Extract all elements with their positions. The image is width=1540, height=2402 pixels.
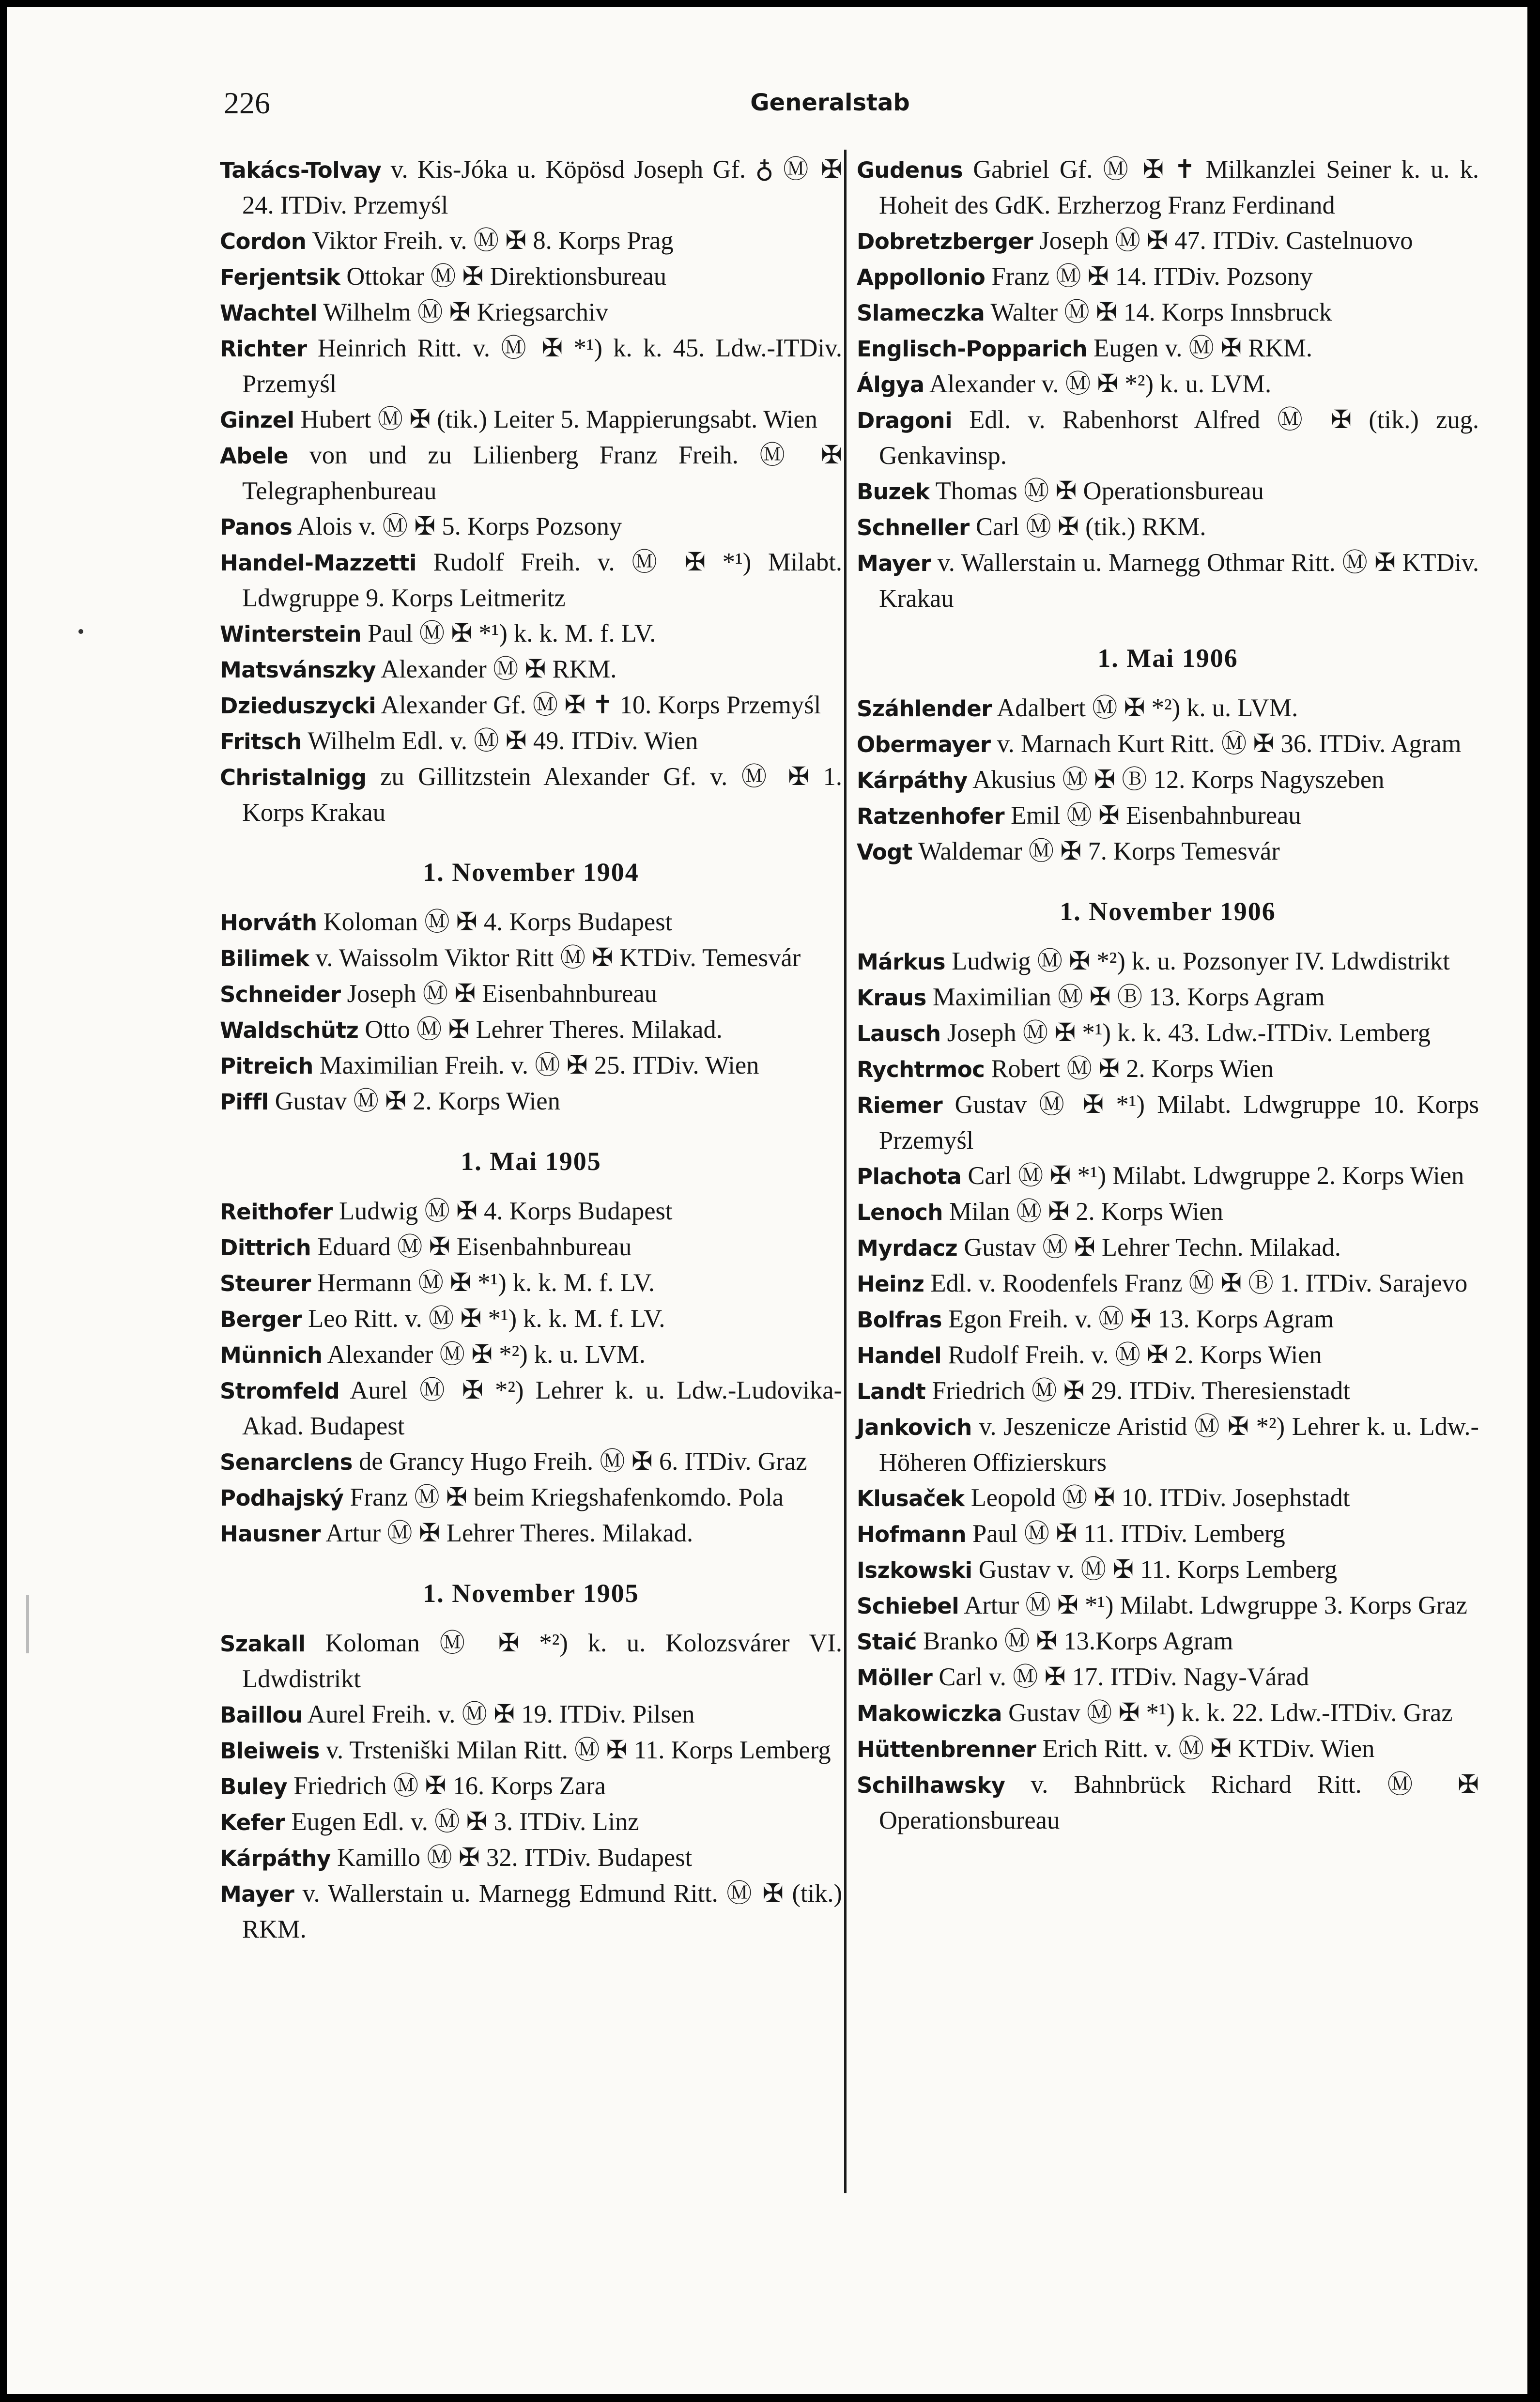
entry-surname: Handel	[857, 1343, 942, 1369]
list-entry	[857, 545, 1479, 616]
list-entry	[220, 688, 842, 724]
entry-surname: Slameczka	[857, 300, 985, 326]
entry-surname: Matsvánszky	[220, 657, 376, 683]
entry-details: Wilhelm Edl. v. Ⓜ ✠ 49. ITDiv. Wien	[308, 727, 698, 755]
entry-details: Rudolf Freih. v. Ⓜ ✠ 2. Korps Wien	[948, 1341, 1322, 1369]
list-entry	[857, 367, 1479, 402]
entry-surname: Rychtrmoc	[857, 1057, 985, 1082]
list-entry	[857, 223, 1479, 259]
entry-surname: Dzieduszycki	[220, 693, 376, 719]
entry-details: Franz Ⓜ ✠ 14. ITDiv. Pozsony	[991, 262, 1313, 291]
document-page	[7, 7, 1527, 2394]
entry-details: Otto Ⓜ ✠ Lehrer Theres. Milakad.	[365, 1016, 723, 1044]
entry-details: Gustav v. Ⓜ ✠ 11. Korps Lemberg	[978, 1555, 1338, 1584]
list-entry	[220, 1301, 842, 1337]
list-entry	[857, 1588, 1479, 1624]
entry-surname: Richter	[220, 336, 307, 362]
section-heading: 1. Mai 1905	[461, 1147, 601, 1176]
entry-surname: Plachota	[857, 1164, 962, 1189]
entry-surname: Lenoch	[857, 1200, 943, 1225]
list-entry	[220, 402, 842, 438]
list-entry	[220, 152, 842, 223]
entry-details: Heinrich Ritt. v. Ⓜ ✠ *¹) k. k. 45. Ldw.-ITDiv. Przemyśl	[242, 334, 843, 398]
entry-surname: Wachtel	[220, 300, 318, 326]
entry-surname: Hausner	[220, 1521, 321, 1547]
list-entry	[220, 1876, 842, 1947]
entry-details: v. Marnach Kurt Ritt. Ⓜ ✠ 36. ITDiv. Agram	[997, 730, 1462, 758]
margin-mark	[78, 629, 83, 634]
entry-surname: Panos	[220, 514, 293, 540]
entry-details: Paul Ⓜ ✠ 11. ITDiv. Lemberg	[972, 1520, 1285, 1548]
entry-surname: Vogt	[857, 839, 913, 865]
entry-details: Aurel Freih. v. Ⓜ ✠ 19. ITDiv. Pilsen	[307, 1700, 695, 1728]
list-entry	[220, 1194, 842, 1230]
entry-details: Leo Ritt. v. Ⓜ ✠ *¹) k. k. M. f. LV.	[308, 1305, 665, 1333]
entry-details: Ludwig Ⓜ ✠ 4. Korps Budapest	[339, 1197, 673, 1225]
page-number: 226	[224, 86, 270, 120]
entry-details: v. Bahnbrück Richard Ritt. Ⓜ ✠ Operationsbureau	[879, 1771, 1479, 1834]
list-entry	[220, 295, 842, 331]
entry-surname: Mayer	[857, 551, 931, 576]
list-entry	[220, 976, 842, 1012]
entry-details: Joseph Ⓜ ✠ Eisenbahnbureau	[347, 980, 657, 1008]
entry-surname: Dobretzberger	[857, 229, 1033, 254]
entry-surname: Obermayer	[857, 732, 991, 757]
list-entry	[220, 940, 842, 976]
entry-details: Rudolf Freih. v. Ⓜ ✠ *¹) Milabt. Ldwgruppe 9. Korps Leitmeritz	[242, 548, 843, 612]
entry-surname: Stromfeld	[220, 1378, 340, 1404]
entry-surname: Takács-Tolvay	[220, 157, 382, 183]
entry-details: Friedrich Ⓜ ✠ 16. Korps Zara	[293, 1772, 606, 1800]
entry-surname: Staić	[857, 1629, 917, 1655]
list-entry	[857, 1373, 1479, 1409]
list-entry	[220, 1697, 842, 1733]
entry-details: Leopold Ⓜ ✠ 10. ITDiv. Josephstadt	[970, 1484, 1350, 1512]
entry-details: Erich Ritt. v. Ⓜ ✠ KTDiv. Wien	[1042, 1735, 1375, 1763]
list-entry	[857, 944, 1479, 980]
entry-details: Maximilian Ⓜ ✠ Ⓑ 13. Korps Agram	[932, 983, 1325, 1011]
list-entry	[857, 1087, 1479, 1158]
entry-surname: Winterstein	[220, 621, 362, 647]
entry-surname: Englisch-Popparich	[857, 336, 1088, 362]
list-entry	[220, 1444, 842, 1480]
entry-surname: Ferjentsik	[220, 264, 340, 290]
entry-details: Thomas Ⓜ ✠ Operationsbureau	[935, 477, 1264, 505]
list-entry	[857, 1051, 1479, 1087]
list-entry	[857, 1158, 1479, 1194]
entry-details: Franz Ⓜ ✠ beim Kriegshafenkomdo. Pola	[350, 1483, 784, 1511]
entry-details: Joseph Ⓜ ✠ *¹) k. k. 43. Ldw.-ITDiv. Lemberg	[947, 1019, 1431, 1047]
entry-details: Ottokar Ⓜ ✠ Direktionsbureau	[346, 262, 667, 291]
entry-surname: Myrdacz	[857, 1235, 958, 1261]
list-entry	[220, 545, 842, 616]
entry-details: Paul Ⓜ ✠ *¹) k. k. M. f. LV.	[368, 619, 656, 647]
list-entry	[857, 1194, 1479, 1230]
list-entry	[220, 1626, 842, 1697]
entry-details: v. Jeszenicze Aristid Ⓜ ✠ *²) Lehrer k. u. Ldw.-Höheren Offizierskurs	[879, 1413, 1479, 1477]
list-entry	[220, 1373, 842, 1444]
entry-details: v. Trsteniški Milan Ritt. Ⓜ ✠ 11. Korps Lemberg	[326, 1736, 831, 1764]
list-entry	[857, 726, 1479, 762]
list-entry	[857, 1660, 1479, 1695]
entry-details: Viktor Freih. v. Ⓜ ✠ 8. Korps Prag	[312, 227, 674, 255]
list-entry	[857, 474, 1479, 509]
section-heading: 1. November 1906	[1060, 897, 1276, 926]
list-entry	[220, 1733, 842, 1769]
entry-details: Maximilian Freih. v. Ⓜ ✠ 25. ITDiv. Wien	[319, 1051, 759, 1079]
entry-surname: Schiebel	[857, 1593, 959, 1619]
entry-details: Carl v. Ⓜ ✠ 17. ITDiv. Nagy-Várad	[939, 1663, 1309, 1691]
entry-details: Eugen Edl. v. Ⓜ ✠ 3. ITDiv. Linz	[291, 1808, 639, 1836]
left-column	[220, 152, 842, 1947]
entry-surname: Kraus	[857, 985, 926, 1011]
list-entry	[220, 223, 842, 259]
entry-details: Eugen v. Ⓜ ✠ RKM.	[1093, 334, 1312, 362]
entry-details: v. Wallerstain u. Marnegg Edmund Ritt. Ⓜ ✠ (tik.) RKM.	[242, 1879, 843, 1943]
entry-surname: Gudenus	[857, 157, 963, 183]
entry-details: Alexander Ⓜ ✠ *²) k. u. LVM.	[327, 1340, 646, 1369]
entry-surname: Álgya	[857, 372, 924, 398]
entry-details: Emil Ⓜ ✠ Eisenbahnbureau	[1011, 801, 1301, 830]
entry-details: von und zu Lilienberg Franz Freih. Ⓜ ✠ Telegraphenbureau	[242, 441, 843, 505]
entry-surname: Makowiczka	[857, 1701, 1002, 1726]
entry-details: Waldemar Ⓜ ✠ 7. Korps Temesvár	[918, 837, 1280, 865]
entry-details: Alois v. Ⓜ ✠ 5. Korps Pozsony	[297, 512, 622, 540]
entry-surname: Kefer	[220, 1810, 285, 1835]
entry-surname: Christalnigg	[220, 765, 367, 790]
entry-details: Carl Ⓜ ✠ *¹) Milabt. Ldwgruppe 2. Korps Wien	[968, 1162, 1464, 1190]
entry-details: Branko Ⓜ ✠ 13.Korps Agram	[923, 1627, 1233, 1655]
entry-surname: Hüttenbrenner	[857, 1737, 1036, 1762]
entry-surname: Kárpáthy	[857, 768, 968, 793]
entry-surname: Lausch	[857, 1021, 941, 1047]
entry-details: Artur Ⓜ ✠ *¹) Milabt. Ldwgruppe 3. Korps Graz	[964, 1591, 1467, 1619]
list-entry	[857, 691, 1479, 726]
list-entry	[220, 1840, 842, 1876]
entry-surname: Buley	[220, 1774, 288, 1800]
entry-details: Koloman Ⓜ ✠ 4. Korps Budapest	[323, 908, 673, 936]
list-entry	[857, 402, 1479, 474]
list-entry	[857, 798, 1479, 834]
entry-details: Gustav Ⓜ ✠ Lehrer Techn. Milakad.	[964, 1233, 1341, 1262]
list-entry	[220, 1265, 842, 1301]
entry-details: Aurel Ⓜ ✠ *²) Lehrer k. u. Ldw.-Ludovika-Akad. Budapest	[242, 1376, 842, 1440]
list-entry	[857, 1767, 1479, 1838]
list-entry	[220, 1769, 842, 1804]
list-entry	[857, 1731, 1479, 1767]
entry-details: Gustav Ⓜ ✠ 2. Korps Wien	[275, 1087, 560, 1115]
entry-surname: Kárpáthy	[220, 1846, 331, 1871]
list-entry	[857, 1338, 1479, 1373]
list-entry	[857, 1552, 1479, 1588]
entry-details: Gustav Ⓜ ✠ *¹) k. k. 22. Ldw.-ITDiv. Graz	[1008, 1699, 1453, 1727]
list-entry	[220, 905, 842, 940]
list-entry	[220, 1084, 842, 1120]
entry-details: Alexander Ⓜ ✠ RKM.	[381, 655, 617, 683]
entry-details: Gustav Ⓜ ✠ *¹) Milabt. Ldwgruppe 10. Korps Przemyśl	[879, 1091, 1479, 1155]
entry-surname: Schilhawsky	[857, 1772, 1005, 1798]
list-entry	[857, 1624, 1479, 1660]
entry-surname: Reithofer	[220, 1199, 333, 1225]
list-entry	[220, 1048, 842, 1084]
entry-surname: Horváth	[220, 910, 317, 936]
entry-details: Akusius Ⓜ ✠ Ⓑ 12. Korps Nagyszeben	[972, 766, 1385, 794]
list-entry	[220, 331, 842, 402]
entry-surname: Márkus	[857, 949, 946, 975]
list-entry	[857, 834, 1479, 870]
entry-surname: Heinz	[857, 1271, 924, 1297]
entry-details: v. Kis-Jóka u. Köpösd Joseph Gf. ♁ Ⓜ ✠ 24. ITDiv. Przemyśl	[242, 155, 843, 219]
entry-surname: Senarclens	[220, 1449, 353, 1475]
list-entry	[857, 1516, 1479, 1552]
entry-surname: Mayer	[220, 1881, 294, 1907]
entry-details: Milan Ⓜ ✠ 2. Korps Wien	[949, 1198, 1223, 1226]
entry-details: Walter Ⓜ ✠ 14. Korps Innsbruck	[990, 298, 1332, 326]
entry-surname: Steurer	[220, 1271, 311, 1296]
list-entry	[220, 438, 842, 509]
entry-details: Egon Freih. v. Ⓜ ✠ 13. Korps Agram	[948, 1305, 1334, 1333]
list-entry	[220, 1012, 842, 1048]
entry-surname: Berger	[220, 1307, 302, 1332]
entry-surname: Fritsch	[220, 729, 302, 754]
entry-surname: Pitreich	[220, 1053, 313, 1079]
entry-details: zu Gillitzstein Alexander Gf. v. Ⓜ ✠ 1. Korps Krakau	[242, 763, 843, 827]
list-entry	[220, 1480, 842, 1516]
list-entry	[857, 259, 1479, 295]
entry-surname: Száhlender	[857, 696, 992, 722]
entry-surname: Bleiweis	[220, 1738, 320, 1764]
list-entry	[220, 1230, 842, 1265]
entry-details: Kamillo Ⓜ ✠ 32. ITDiv. Budapest	[337, 1844, 693, 1872]
entry-details: Alexander Gf. Ⓜ ✠ ✝ 10. Korps Przemyśl	[381, 691, 821, 719]
entry-surname: Iszkowski	[857, 1557, 972, 1583]
list-entry	[857, 1230, 1479, 1266]
list-entry	[220, 724, 842, 759]
list-entry	[857, 1302, 1479, 1338]
entry-surname: Podhajský	[220, 1485, 344, 1511]
entry-details: Carl Ⓜ ✠ (tik.) RKM.	[975, 513, 1206, 541]
entry-details: Eduard Ⓜ ✠ Eisenbahnbureau	[317, 1233, 632, 1261]
entry-details: Hubert Ⓜ ✠ (tik.) Leiter 5. Mappierungsabt. Wien	[300, 405, 817, 433]
entry-details: Ludwig Ⓜ ✠ *²) k. u. Pozsonyer IV. Ldwdistrikt	[952, 947, 1450, 975]
list-entry	[220, 616, 842, 652]
entry-surname: Buzek	[857, 479, 930, 505]
list-entry	[857, 1266, 1479, 1302]
list-entry	[857, 1409, 1479, 1480]
entry-details: v. Wallerstain u. Marnegg Othmar Ritt. Ⓜ ✠ KTDiv. Krakau	[879, 549, 1479, 613]
running-head: Generalstab	[750, 89, 910, 116]
list-entry	[220, 1516, 842, 1552]
entry-surname: Möller	[857, 1665, 933, 1691]
entry-surname: Appollonio	[857, 264, 986, 290]
entry-details: Adalbert Ⓜ ✠ *²) k. u. LVM.	[997, 694, 1298, 722]
entry-surname: Klusaček	[857, 1486, 965, 1511]
list-entry	[857, 762, 1479, 798]
entry-details: v. Waissolm Viktor Ritt Ⓜ ✠ KTDiv. Temesvár	[315, 944, 801, 972]
right-column	[857, 152, 1479, 1838]
list-entry	[220, 759, 842, 831]
entry-surname: Bolfras	[857, 1307, 942, 1333]
entry-surname: Schneller	[857, 515, 970, 540]
section-heading: 1. Mai 1906	[1097, 644, 1238, 673]
list-entry	[857, 1016, 1479, 1051]
list-entry	[220, 652, 842, 688]
entry-details: Friedrich Ⓜ ✠ 29. ITDiv. Theresienstadt	[932, 1377, 1350, 1405]
list-entry	[857, 1695, 1479, 1731]
entry-surname: Dittrich	[220, 1235, 311, 1261]
list-entry	[857, 331, 1479, 367]
entry-details: Wilhelm Ⓜ ✠ Kriegsarchiv	[323, 298, 608, 326]
entry-surname: Ginzel	[220, 407, 294, 433]
entry-surname: Handel-Mazzetti	[220, 550, 416, 576]
list-entry	[220, 259, 842, 295]
list-entry	[857, 980, 1479, 1016]
list-entry	[220, 509, 842, 545]
entry-details: Edl. v. Rabenhorst Alfred Ⓜ ✠ (tik.) zug. Genkavinsp.	[879, 406, 1479, 470]
entry-details: Edl. v. Roodenfels Franz Ⓜ ✠ Ⓑ 1. ITDiv. Sarajevo	[930, 1269, 1468, 1297]
entry-details: Robert Ⓜ ✠ 2. Korps Wien	[991, 1055, 1274, 1083]
entry-surname: Bilimek	[220, 946, 309, 971]
entry-details: Joseph Ⓜ ✠ 47. ITDiv. Castelnuovo	[1039, 227, 1413, 255]
entry-surname: Dragoni	[857, 408, 953, 433]
entry-surname: Cordon	[220, 229, 307, 254]
entry-details: Gabriel Gf. Ⓜ ✠ ✝ Milkanzlei Seiner k. u. k. Hoheit des GdK. Erzherzog Franz Ferdinand	[879, 155, 1479, 219]
list-entry	[857, 295, 1479, 331]
entry-surname: Schneider	[220, 982, 341, 1007]
section-heading: 1. November 1905	[423, 1579, 639, 1608]
entry-surname: Riemer	[857, 1093, 943, 1118]
entry-surname: Abele	[220, 443, 289, 469]
section-heading: 1. November 1904	[423, 858, 639, 887]
entry-details: de Grancy Hugo Freih. Ⓜ ✠ 6. ITDiv. Graz	[359, 1447, 807, 1476]
entry-surname: Szakall	[220, 1631, 306, 1657]
list-entry	[857, 152, 1479, 223]
entry-surname: Münnich	[220, 1342, 323, 1368]
entry-surname: Piffl	[220, 1089, 269, 1115]
entry-surname: Jankovich	[857, 1415, 972, 1440]
list-entry	[220, 1804, 842, 1840]
entry-details: Artur Ⓜ ✠ Lehrer Theres. Milakad.	[325, 1519, 693, 1547]
entry-details: Koloman Ⓜ ✠ *²) k. u. Kolozsvárer VI. Ldwdistrikt	[242, 1629, 842, 1693]
entry-details: Alexander v. Ⓜ ✠ *²) k. u. LVM.	[929, 370, 1272, 398]
list-entry	[857, 1480, 1479, 1516]
entry-surname: Landt	[857, 1379, 926, 1404]
entry-surname: Waldschütz	[220, 1017, 359, 1043]
entry-surname: Hofmann	[857, 1522, 966, 1547]
scan-artifact	[26, 1595, 29, 1653]
entry-surname: Baillou	[220, 1702, 303, 1728]
entry-surname: Ratzenhofer	[857, 803, 1005, 829]
list-entry	[220, 1337, 842, 1373]
entry-details: Hermann Ⓜ ✠ *¹) k. k. M. f. LV.	[317, 1269, 655, 1297]
column-divider	[844, 150, 847, 2193]
list-entry	[857, 509, 1479, 545]
